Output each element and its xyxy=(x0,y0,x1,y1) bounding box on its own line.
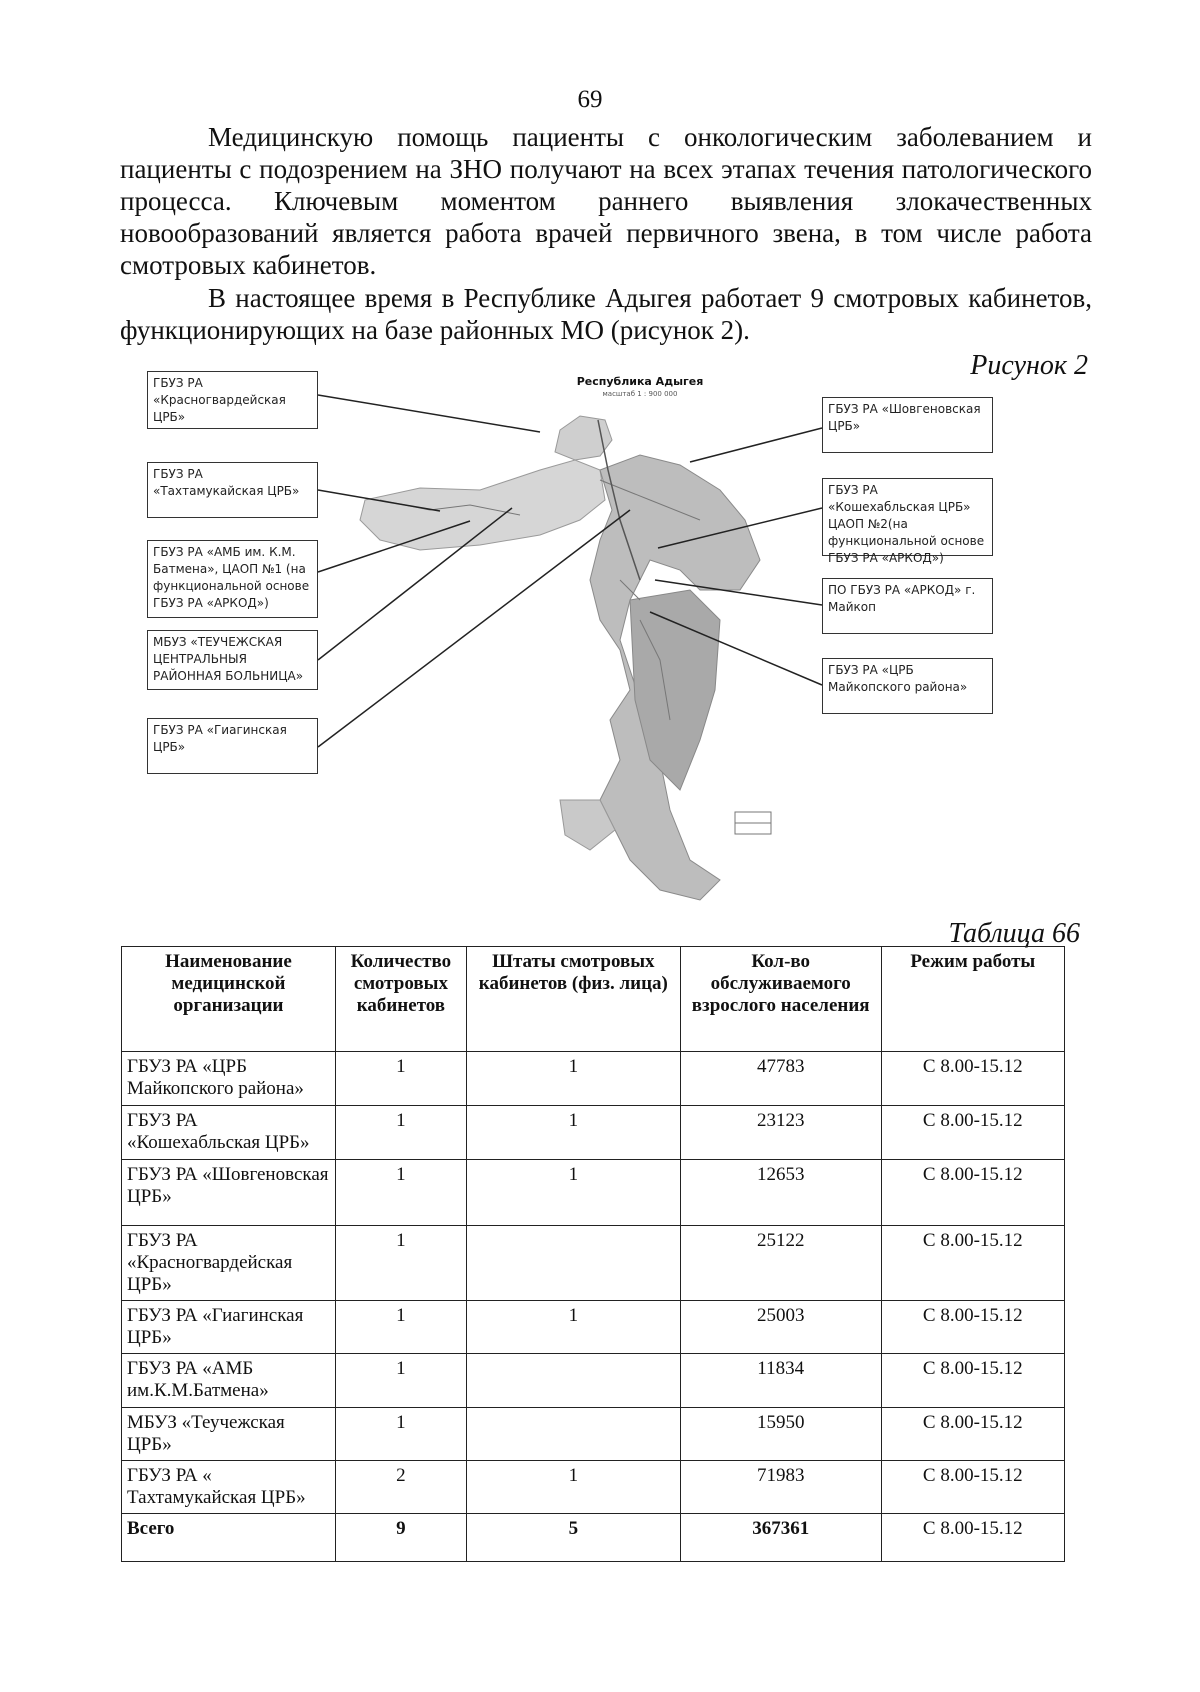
cell-organization: ГБУЗ РА «Красногвардейская ЦРБ» xyxy=(122,1226,336,1301)
cell-working-hours: С 8.00-15.12 xyxy=(881,1052,1064,1106)
cell-staff xyxy=(466,1408,680,1461)
cell-population: 71983 xyxy=(680,1461,881,1514)
examination-rooms-table xyxy=(121,946,1065,1562)
table-header-row xyxy=(122,947,1065,1052)
map-territory xyxy=(360,416,771,900)
cell-organization: ГБУЗ РА «АМБ им.К.М.Батмена» xyxy=(122,1354,336,1408)
cell-staff: 1 xyxy=(466,1052,680,1106)
cell-rooms-count: 1 xyxy=(335,1106,466,1160)
paragraph-2: В настоящее время в Республике Адыгея работает 9 смотровых кабинетов, функционирующих на базе районных МО (рисунок 2). xyxy=(120,283,1092,345)
cell-working-hours: С 8.00-15.12 xyxy=(881,1461,1064,1514)
cell-working-hours: С 8.00-15.12 xyxy=(881,1354,1064,1408)
cell-staff xyxy=(466,1226,680,1301)
cell-rooms-count: 1 xyxy=(335,1226,466,1301)
cell-staff: 1 xyxy=(466,1461,680,1514)
table-row xyxy=(122,1354,1065,1408)
cell-rooms-count: 1 xyxy=(335,1408,466,1461)
table-row xyxy=(122,1461,1065,1514)
cell-staff: 1 xyxy=(466,1160,680,1226)
map-title xyxy=(540,376,740,400)
cell-population: 23123 xyxy=(680,1106,881,1160)
table-total-row xyxy=(122,1514,1065,1562)
cell-total-label: Всего xyxy=(122,1514,336,1562)
table-caption: Таблица 66 xyxy=(948,918,1080,949)
cell-organization: ГБУЗ РА «Гиагинская ЦРБ» xyxy=(122,1301,336,1354)
table-row xyxy=(122,1052,1065,1106)
table-row xyxy=(122,1408,1065,1461)
cell-working-hours: С 8.00-15.12 xyxy=(881,1301,1064,1354)
header-working-hours: Режим работы xyxy=(881,947,1064,1052)
header-population: Кол-во обслуживаемого взрослого населения xyxy=(680,947,881,1052)
table-row xyxy=(122,1106,1065,1160)
paragraph-1: Медицинскую помощь пациенты с онкологическим заболеванием и пациенты с подозрением на ЗНО получают на всех этапах течения патологического процесса. Ключевым моментом раннего выявления злокачественных новообразований является работа врачей первичного звена, в том числе работа смотровых кабинетов. xyxy=(120,122,1092,280)
cell-population: 15950 xyxy=(680,1408,881,1461)
cell-total-staff: 5 xyxy=(466,1514,680,1562)
cell-staff xyxy=(466,1354,680,1408)
cell-organization: ГБУЗ РА «Кошехабльская ЦРБ» xyxy=(122,1106,336,1160)
cell-population: 47783 xyxy=(680,1052,881,1106)
page-number: 69 xyxy=(577,86,603,113)
label-teuchezhskaya: МБУЗ «ТЕУЧЕЖСКАЯ ЦЕНТРАЛЬНЫЯ РАЙОННАЯ БОЛЬНИЦА» xyxy=(147,630,318,690)
cell-population: 11834 xyxy=(680,1354,881,1408)
cell-organization: ГБУЗ РА « Тахтамукайская ЦРБ» xyxy=(122,1461,336,1514)
header-staff: Штаты смотровых кабинетов (физ. лица) xyxy=(466,947,680,1052)
cell-working-hours: С 8.00-15.12 xyxy=(881,1226,1064,1301)
cell-rooms-count: 1 xyxy=(335,1052,466,1106)
table-row xyxy=(122,1160,1065,1226)
table-row xyxy=(122,1226,1065,1301)
map-title-text: Республика Адыгея xyxy=(576,375,704,388)
cell-organization: ГБУЗ РА «ЦРБ Майкопского района» xyxy=(122,1052,336,1106)
cell-population: 12653 xyxy=(680,1160,881,1226)
label-arkod-maykop: ПО ГБУЗ РА «АРКОД» г. Майкоп xyxy=(822,578,993,634)
label-giaginskaya: ГБУЗ РА «Гиагинская ЦРБ» xyxy=(147,718,318,774)
cell-rooms-count: 1 xyxy=(335,1160,466,1226)
header-organization: Наименование медицинской организации xyxy=(122,947,336,1052)
label-takhtamukayskaya: ГБУЗ РА «Тахтамукайская ЦРБ» xyxy=(147,462,318,518)
table-row xyxy=(122,1301,1065,1354)
label-maykopskogo-rayona: ГБУЗ РА «ЦРБ Майкопского района» xyxy=(822,658,993,714)
cell-organization: МБУЗ «Теучежская ЦРБ» xyxy=(122,1408,336,1461)
label-shovgenovskaya: ГБУЗ РА «Шовгеновская ЦРБ» xyxy=(822,397,993,453)
cell-total-working-hours: С 8.00-15.12 xyxy=(881,1514,1064,1562)
cell-working-hours: С 8.00-15.12 xyxy=(881,1106,1064,1160)
cell-working-hours: С 8.00-15.12 xyxy=(881,1408,1064,1461)
cell-population: 25003 xyxy=(680,1301,881,1354)
cell-rooms-count: 1 xyxy=(335,1301,466,1354)
cell-total-rooms: 9 xyxy=(335,1514,466,1562)
cell-staff: 1 xyxy=(466,1106,680,1160)
cell-population: 25122 xyxy=(680,1226,881,1301)
label-amb-batmena: ГБУЗ РА «АМБ им. К.М. Батмена», ЦАОП №1 (на функциональной основе ГБУЗ РА «АРКОД») xyxy=(147,540,318,618)
cell-total-population: 367361 xyxy=(680,1514,881,1562)
figure-caption: Рисунок 2 xyxy=(970,350,1088,381)
cell-rooms-count: 1 xyxy=(335,1354,466,1408)
cell-staff: 1 xyxy=(466,1301,680,1354)
map-scale: масштаб 1 : 900 000 xyxy=(602,390,678,398)
cell-rooms-count: 2 xyxy=(335,1461,466,1514)
header-rooms-count: Количество смотровых кабинетов xyxy=(335,947,466,1052)
cell-working-hours: С 8.00-15.12 xyxy=(881,1160,1064,1226)
label-krasnogvardeyskaya: ГБУЗ РА «Красногвардейская ЦРБ» xyxy=(147,371,318,429)
cell-organization: ГБУЗ РА «Шовгеновская ЦРБ» xyxy=(122,1160,336,1226)
label-koshekhablskaya: ГБУЗ РА «Кошехабльская ЦРБ» ЦАОП №2(на функциональной основе ГБУЗ РА «АРКОД») xyxy=(822,478,993,556)
